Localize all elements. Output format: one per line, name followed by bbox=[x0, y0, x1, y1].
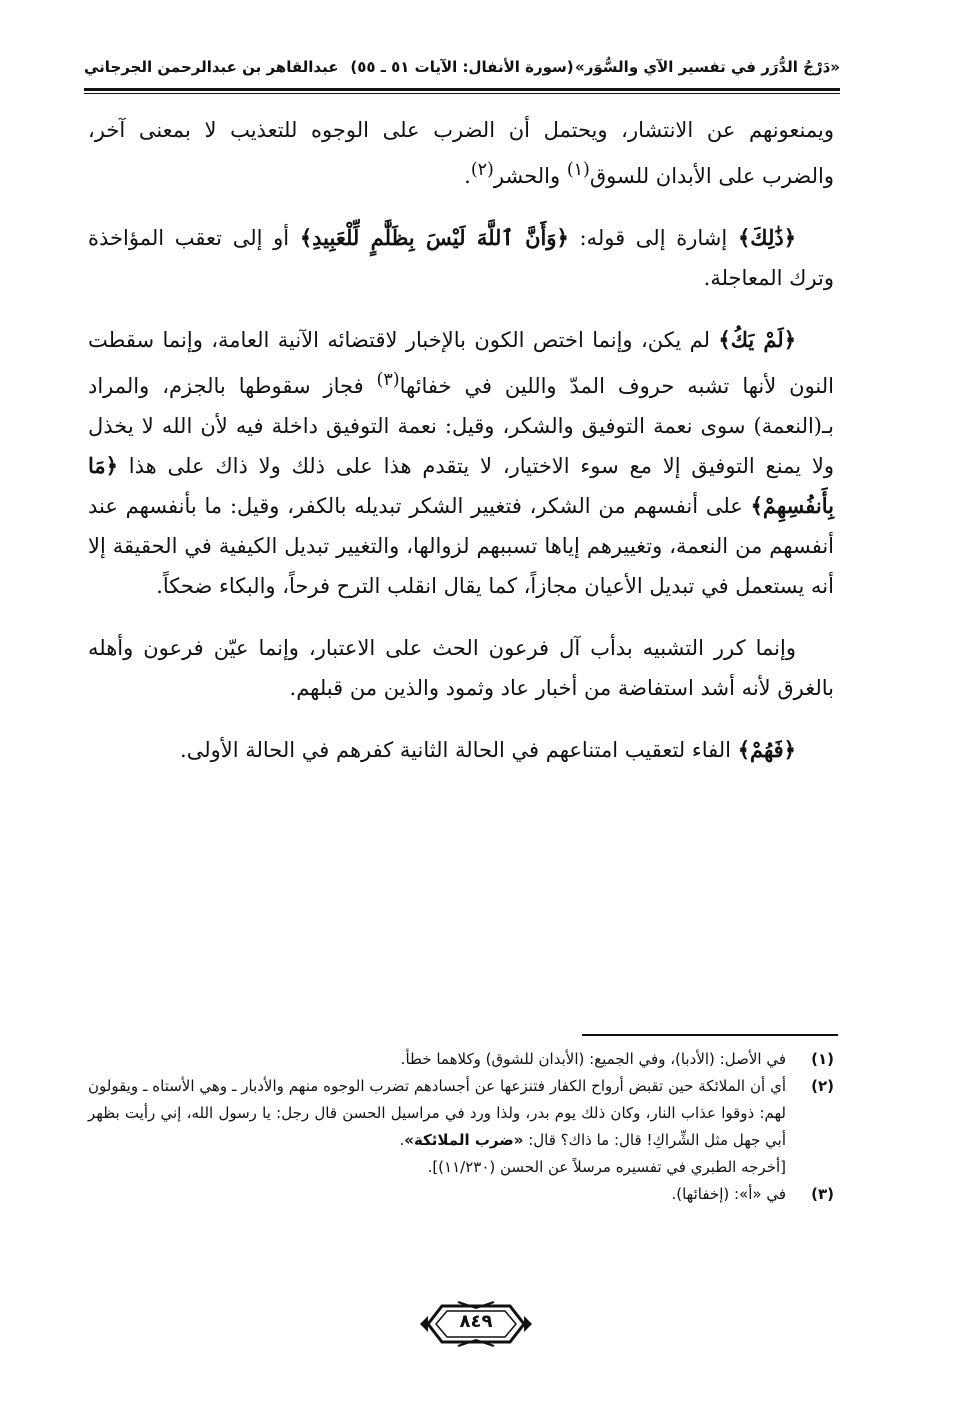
header-section: (سورة الأنفال: الآيات ٥١ ـ ٥٥) bbox=[350, 58, 574, 76]
footnotes bbox=[88, 1046, 834, 1208]
footnote-text: في «أ»: (إخفائها). bbox=[671, 1185, 786, 1203]
paragraph-text: أو إلى تعقب المؤاخذة وترك المعاجلة. bbox=[88, 226, 834, 290]
main-text bbox=[88, 110, 834, 792]
paragraph-text: لم يكن، وإنما اختص الكون بالإخبار لاقتضائه الآنية العامة، وإنما سقطت النون لأنها تشبه حروف المدّ واللين في خفائها bbox=[88, 328, 834, 398]
paragraph-1 bbox=[88, 110, 834, 196]
footnote-3 bbox=[88, 1181, 834, 1208]
footnote-ref-1[interactable]: (١) bbox=[566, 160, 590, 180]
footnote-source: [أخرجه الطبري في تفسيره مرسلاً عن الحسن (١١/٢٣٠)]. bbox=[427, 1158, 786, 1176]
running-header bbox=[84, 48, 840, 90]
footnote-text: في الأصل: (الأدبا)، وفي الجميع: (الأبدان للشوق) وكلاهما خطأ. bbox=[400, 1050, 786, 1068]
footnote-line: أي أن الملائكة حين تقبض أرواح الكفار فتنزعها عن أجسادهم تضرب الوجوه منهم والأدبار ـ وهي الأستاه ـ ويقولون لهم: ذوقوا عذاب النار، وكان ذلك يوم بدر، ولذا ورد في مراسيل الحسن قال رجل: يا رسول الله، إني رأيت بظهر أبي جهل مثل الشِّراكِ! قال: ما ذاك؟ قال: bbox=[88, 1077, 786, 1149]
paragraph-text: والحشر bbox=[493, 164, 567, 188]
footnote-line: . bbox=[399, 1131, 405, 1149]
footnote-number: (٢) bbox=[811, 1077, 834, 1095]
footnote-ref-2[interactable]: (٢) bbox=[470, 160, 494, 180]
paragraph-text: فجاز سقوطها بالجزم، والمراد بـ(النعمة) سوى نعمة التوفيق والشكر، وقيل: نعمة التوفيق داخلة فيه لأن الله لا يخذل ولا يمنع التوفيق إلا مع سوء الاختيار، لا يتقدم هذا على ذلك ولا ذاك على هذا bbox=[88, 374, 834, 478]
quran-quote: ﴿وَأَنَّ ٱللَّهَ لَيْسَ بِظَلَّٰمٍ لِّلْعَبِيدِ﴾ bbox=[299, 225, 569, 250]
paragraph-2 bbox=[88, 218, 834, 298]
header-rule bbox=[84, 88, 840, 94]
footnote-ref-3[interactable]: (٣) bbox=[376, 370, 400, 390]
footnote-2 bbox=[88, 1073, 834, 1181]
paragraph-text: ويمنعونهم عن الانتشار، ويحتمل أن الضرب على الوجوه للتعذيب لا بمعنى آخر، والضرب على الأبدان للسوق bbox=[88, 118, 834, 188]
paragraph-text: الفاء لتعقيب امتناعهم في الحالة الثانية كفرهم في الحالة الأولى. bbox=[180, 738, 738, 762]
footnote-text bbox=[88, 1073, 786, 1181]
header-author: عبدالقاهر بن عبدالرحمن الجرجاني bbox=[84, 58, 339, 76]
footnote-number: (٣) bbox=[811, 1185, 834, 1203]
footnote-1 bbox=[88, 1046, 834, 1073]
paragraph-text: على أنفسهم من الشكر، فتغيير الشكر تبديله بالكفر، وقيل: ما بأنفسهم عند أنفسهم من النعمة، وتغييرهم إياها تسببهم لزوالها، والتغيير تبديل الكيفية في الحقيقة إلا أنه يستعمل في تبديل الأعيان مجازاً، كما يقال انقلب الترح فرحاً، والبكاء ضحكاً. bbox=[88, 494, 834, 598]
header-book-title: «دَرْجُ الدُّرَر في تفسير الآي والسُّوَر» bbox=[575, 58, 840, 76]
quran-quote: ﴿مَا بِأَنفُسِهِمْ﴾ bbox=[88, 453, 834, 518]
footnote-separator bbox=[582, 1034, 838, 1036]
quran-quote: ﴿ذَٰلِكَ﴾ bbox=[737, 225, 796, 250]
quran-quote: ﴿فَهُمْ﴾ bbox=[737, 737, 796, 762]
paragraph-text: . bbox=[464, 164, 471, 188]
footnote-hadith-quote: «ضرب الملائكة» bbox=[404, 1131, 524, 1149]
paragraph-text: إشارة إلى قوله: bbox=[568, 226, 738, 250]
paragraph-4: وإنما كرر التشبيه بدأب آل فرعون الحث على الاعتبار، وإنما عيّن فرعون وأهله بالغرق لأنه أشد استفاضة من أخبار عاد وثمود والذين من قبلهم. bbox=[88, 636, 834, 700]
paragraph-3 bbox=[88, 320, 834, 606]
page-number-ornament bbox=[418, 1300, 534, 1348]
page-number: ٨٤٩ bbox=[459, 1311, 493, 1332]
footnote-number: (١) bbox=[811, 1050, 834, 1068]
quran-quote: ﴿لَمْ يَكُ﴾ bbox=[718, 327, 797, 352]
paragraph-5 bbox=[88, 730, 834, 770]
